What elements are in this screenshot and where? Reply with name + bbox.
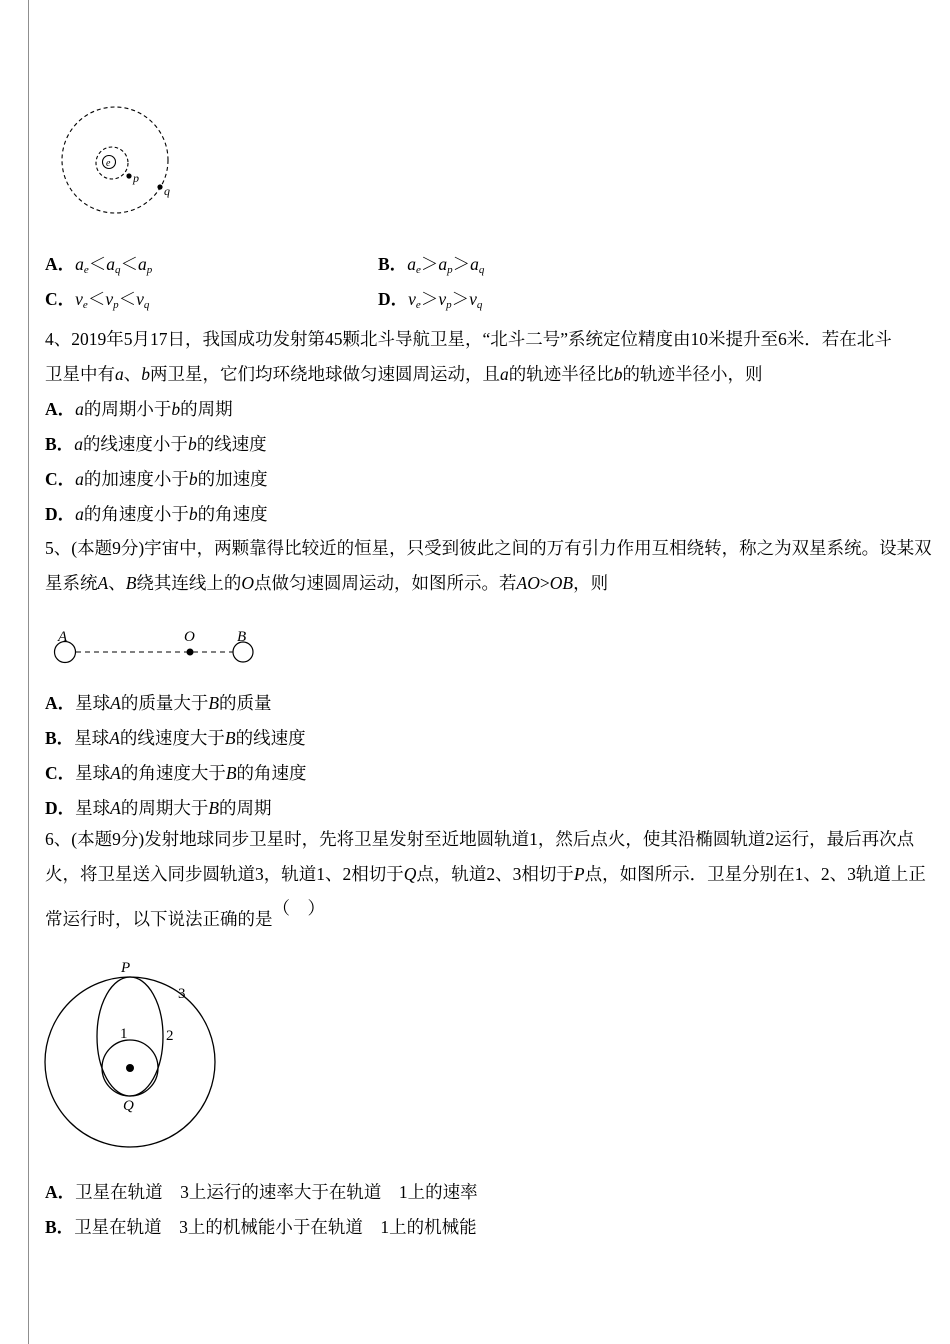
- question5-options: [45, 686, 307, 826]
- option-b: B．星球A的线速度大于B的线速度: [45, 728, 306, 748]
- question5-stem: [45, 531, 932, 601]
- binary-star-diagram: [48, 615, 278, 670]
- orbit-transfer-diagram: [40, 958, 250, 1163]
- question6-options: [45, 1175, 478, 1245]
- point-o-dot: [187, 649, 194, 656]
- question3-options: [45, 247, 484, 317]
- question-line: 火，将卫星送入同步圆轨道3，轨道1、2相切于Q点，轨道2、3相切于P点，如图所示．卫星分别在1、2、3轨道上正: [45, 864, 926, 884]
- question-line: 4、2019年5月17日，我国成功发射第45颗北斗导航卫星，“北斗二号”系统定位精度由10米提升至6米．若在北斗: [45, 329, 892, 349]
- label-b: B: [237, 629, 247, 645]
- orbit-2-ellipse: [97, 977, 163, 1096]
- option-b: B．ae＞ap＞aq: [378, 254, 485, 276]
- option-a: A．卫星在轨道 3上运行的速率大于在轨道 1上的速率: [45, 1182, 478, 1202]
- label-orbit-2: 2: [166, 1028, 174, 1044]
- option-c: C．ve＜vp＜vq: [45, 289, 150, 311]
- label-a: A: [58, 629, 68, 645]
- options-row: [45, 282, 484, 317]
- option-d: D．ve＞vp＞vq: [378, 289, 483, 311]
- star-b-circle: [233, 642, 253, 662]
- page-left-border: [28, 0, 29, 1344]
- label-p: p: [133, 171, 139, 185]
- question6-stem: [45, 822, 926, 937]
- option-d: D．a的角速度小于b的角速度: [45, 504, 268, 524]
- option-a: A．ae＜aq＜ap: [45, 254, 153, 276]
- question-line: 5、(本题9分)宇宙中，两颗靠得比较近的恒星，只受到彼此之间的万有引力作用互相绕转，称之为双星系统。设某双: [45, 538, 932, 558]
- label-orbit-1: 1: [120, 1026, 128, 1042]
- orbits-diagram: [45, 95, 200, 225]
- point-p-dot: [126, 173, 131, 178]
- inner-orbit-circle: [96, 147, 128, 179]
- option-c: C．星球A的角速度大于B的角速度: [45, 763, 307, 783]
- label-q: q: [164, 184, 170, 198]
- question-line: 卫星中有a、b两卫星，它们均环绕地球做匀速圆周运动，且a的轨迹半径比b的轨迹半径小，则: [45, 364, 763, 384]
- orbit-3-circle: [45, 977, 215, 1147]
- label-o: O: [184, 629, 195, 645]
- option-c: C．a的加速度小于b的加速度: [45, 469, 268, 489]
- question-line: 星系统A、B绕其连线上的O点做匀速圆周运动，如图所示。若AO>OB，则: [45, 573, 609, 593]
- earth-dot: [126, 1064, 134, 1072]
- label-orbit-3: 3: [178, 986, 186, 1002]
- option-a: A．星球A的质量大于B的质量: [45, 693, 272, 713]
- option-d: D．星球A的周期大于B的周期: [45, 798, 272, 818]
- label-p: P: [121, 960, 131, 976]
- option-a: A．a的周期小于b的周期: [45, 399, 233, 419]
- option-b: B．卫星在轨道 3上的机械能小于在轨道 1上的机械能: [45, 1217, 477, 1237]
- label-q: Q: [123, 1098, 134, 1114]
- question-line: 常运行时，以下说法正确的是（ ）: [45, 898, 325, 929]
- question-line: 6、(本题9分)发射地球同步卫星时，先将卫星发射至近地圆轨道1，然后点火，使其沿椭圆轨道2运行，最后再次点: [45, 829, 915, 849]
- question4: [45, 322, 892, 532]
- options-row: [45, 247, 484, 282]
- point-q-dot: [157, 184, 162, 189]
- label-e: e: [106, 158, 111, 169]
- option-b: B．a的线速度小于b的线速度: [45, 434, 267, 454]
